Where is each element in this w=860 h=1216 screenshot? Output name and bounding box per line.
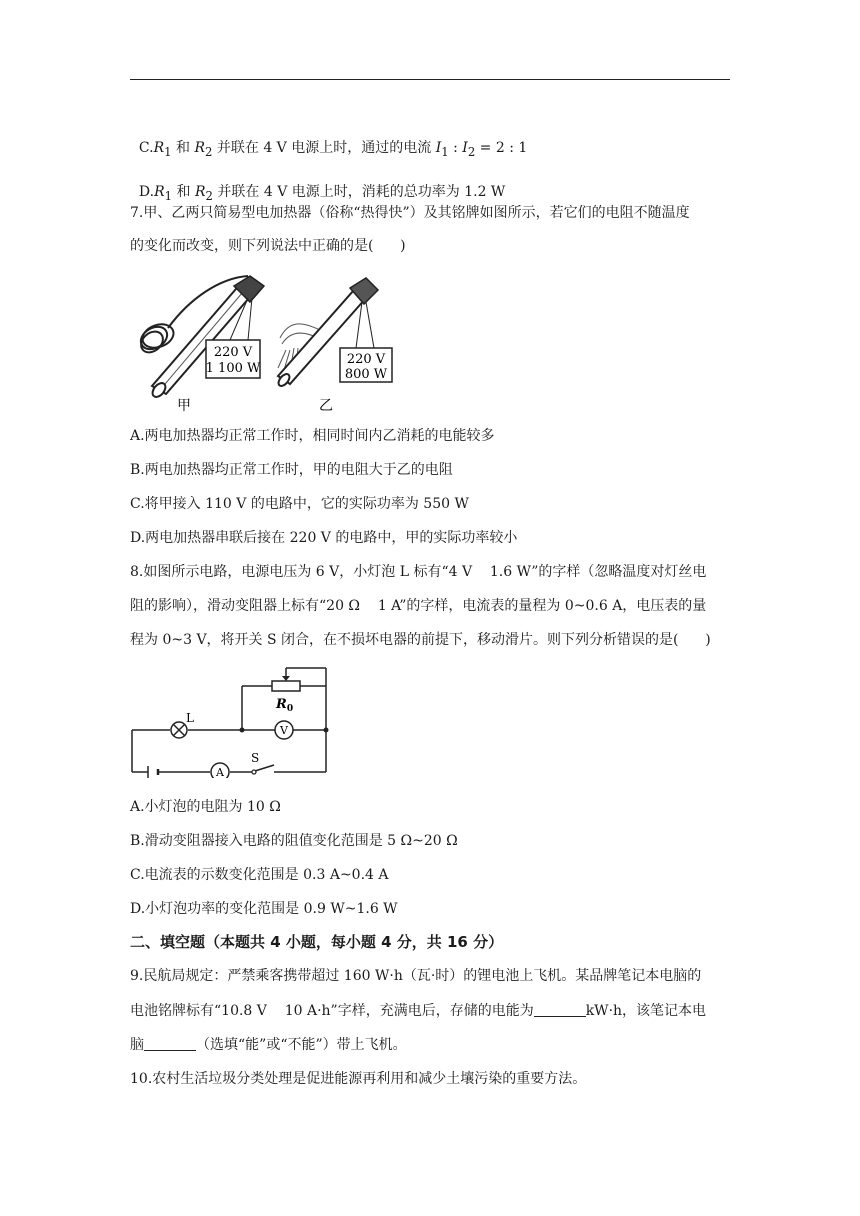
question-8-line-3: 程为 0~3 V，将开关 S 闭合，在不损坏电器的前提下，移动滑片。则下列分析错误的是( ) <box>130 632 711 648</box>
question-8-option-d: D.小灯泡功率的变化范围是 0.9 W~1.6 W <box>130 901 398 917</box>
question-7-option-a: A.两电加热器均正常工作时，相同时间内乙消耗的电能较多 <box>130 428 495 444</box>
junction-dot-left <box>240 728 245 733</box>
question-7-option-d: D.两电加热器串联后接在 220 V 的电路中，甲的实际功率较小 <box>130 530 518 546</box>
switch-label: S <box>251 751 260 765</box>
question-9-line-3: 脑 （选填“能”或“不能”）带上飞机。 <box>130 1037 407 1053</box>
question-7-line-1: 7.甲、乙两只简易型电加热器（俗称“热得快”）及其铭牌如图所示，若它们的电阻不随温度 <box>130 205 690 221</box>
lamp-label: L <box>186 711 194 725</box>
question-7-line-2: 的变化而改变，则下列说法中正确的是( ) <box>130 238 406 254</box>
fill-blank-energy[interactable] <box>534 1002 586 1017</box>
header-rule <box>130 79 730 80</box>
question-9-line-2: 电池铭牌标有“10.8 V 10 A·h”字样，充满电后，存储的电能为 kW·h，该笔记本电 <box>130 1003 707 1019</box>
fill-blank-allowed[interactable] <box>144 1036 196 1051</box>
circuit-diagram <box>126 662 336 778</box>
question-7-option-b: B.两电加热器均正常工作时，甲的电阻大于乙的电阻 <box>130 462 453 478</box>
yi-label-voltage: 220 V <box>346 352 386 367</box>
question-10-line-1: 10.农村生活垃圾分类处理是促进能源再利用和减少土壤污染的重要方法。 <box>130 1071 587 1087</box>
question-8-line-2: 阻的影响），滑动变阻器上标有“20 Ω 1 A”的字样，电流表的量程为 0~0.6 A，电压表的量 <box>130 598 707 614</box>
question-8-option-a: A.小灯泡的电阻为 10 Ω <box>130 799 281 815</box>
junction-dot-right <box>324 728 329 733</box>
question-8-option-b: B.滑动变阻器接入电路的阻值变化范围是 5 Ω~20 Ω <box>130 833 458 849</box>
question-9-line-1: 9.民航局规定：严禁乘客携带超过 160 W·h（瓦·时）的锂电池上飞机。某品牌笔记本电脑的 <box>130 968 702 984</box>
yi-label-power: 800 W <box>344 367 388 382</box>
option-6d: $D.R_1$ 和 $R_2$ 并联在 4 V 电源上时，消耗的总功率为 1.2 W <box>138 184 506 203</box>
rheostat-label: $R_0$ <box>276 697 294 714</box>
yi-caption: 乙 <box>319 398 333 414</box>
rheostat-icon <box>272 681 300 691</box>
heater-figure <box>130 268 410 416</box>
option-6c: $C.R_1$ 和 $R_2$ 并联在 4 V 电源上时，通过的电流 $I_1$ : $I_2 = 2$ : 1 <box>138 140 528 159</box>
question-8-line-1: 8.如图所示电路，电源电压为 6 V，小灯泡 L 标有“4 V 1.6 W”的字样（忽略温度对灯丝电 <box>130 564 707 580</box>
switch-icon <box>255 765 274 771</box>
ammeter-label: A <box>216 766 224 778</box>
jia-label-power: 1 100 W <box>205 361 261 376</box>
jia-label-voltage: 220 V <box>213 345 253 360</box>
jia-caption: 甲 <box>177 398 191 414</box>
question-8-option-c: C.电流表的示数变化范围是 0.3 A~0.4 A <box>130 867 389 883</box>
voltmeter-label: V <box>280 724 288 737</box>
question-7-option-c: C.将甲接入 110 V 的电路中，它的实际功率为 550 W <box>130 496 469 512</box>
section-2-heading: 二、填空题（本题共 4 小题，每小题 4 分，共 16 分） <box>130 933 504 951</box>
